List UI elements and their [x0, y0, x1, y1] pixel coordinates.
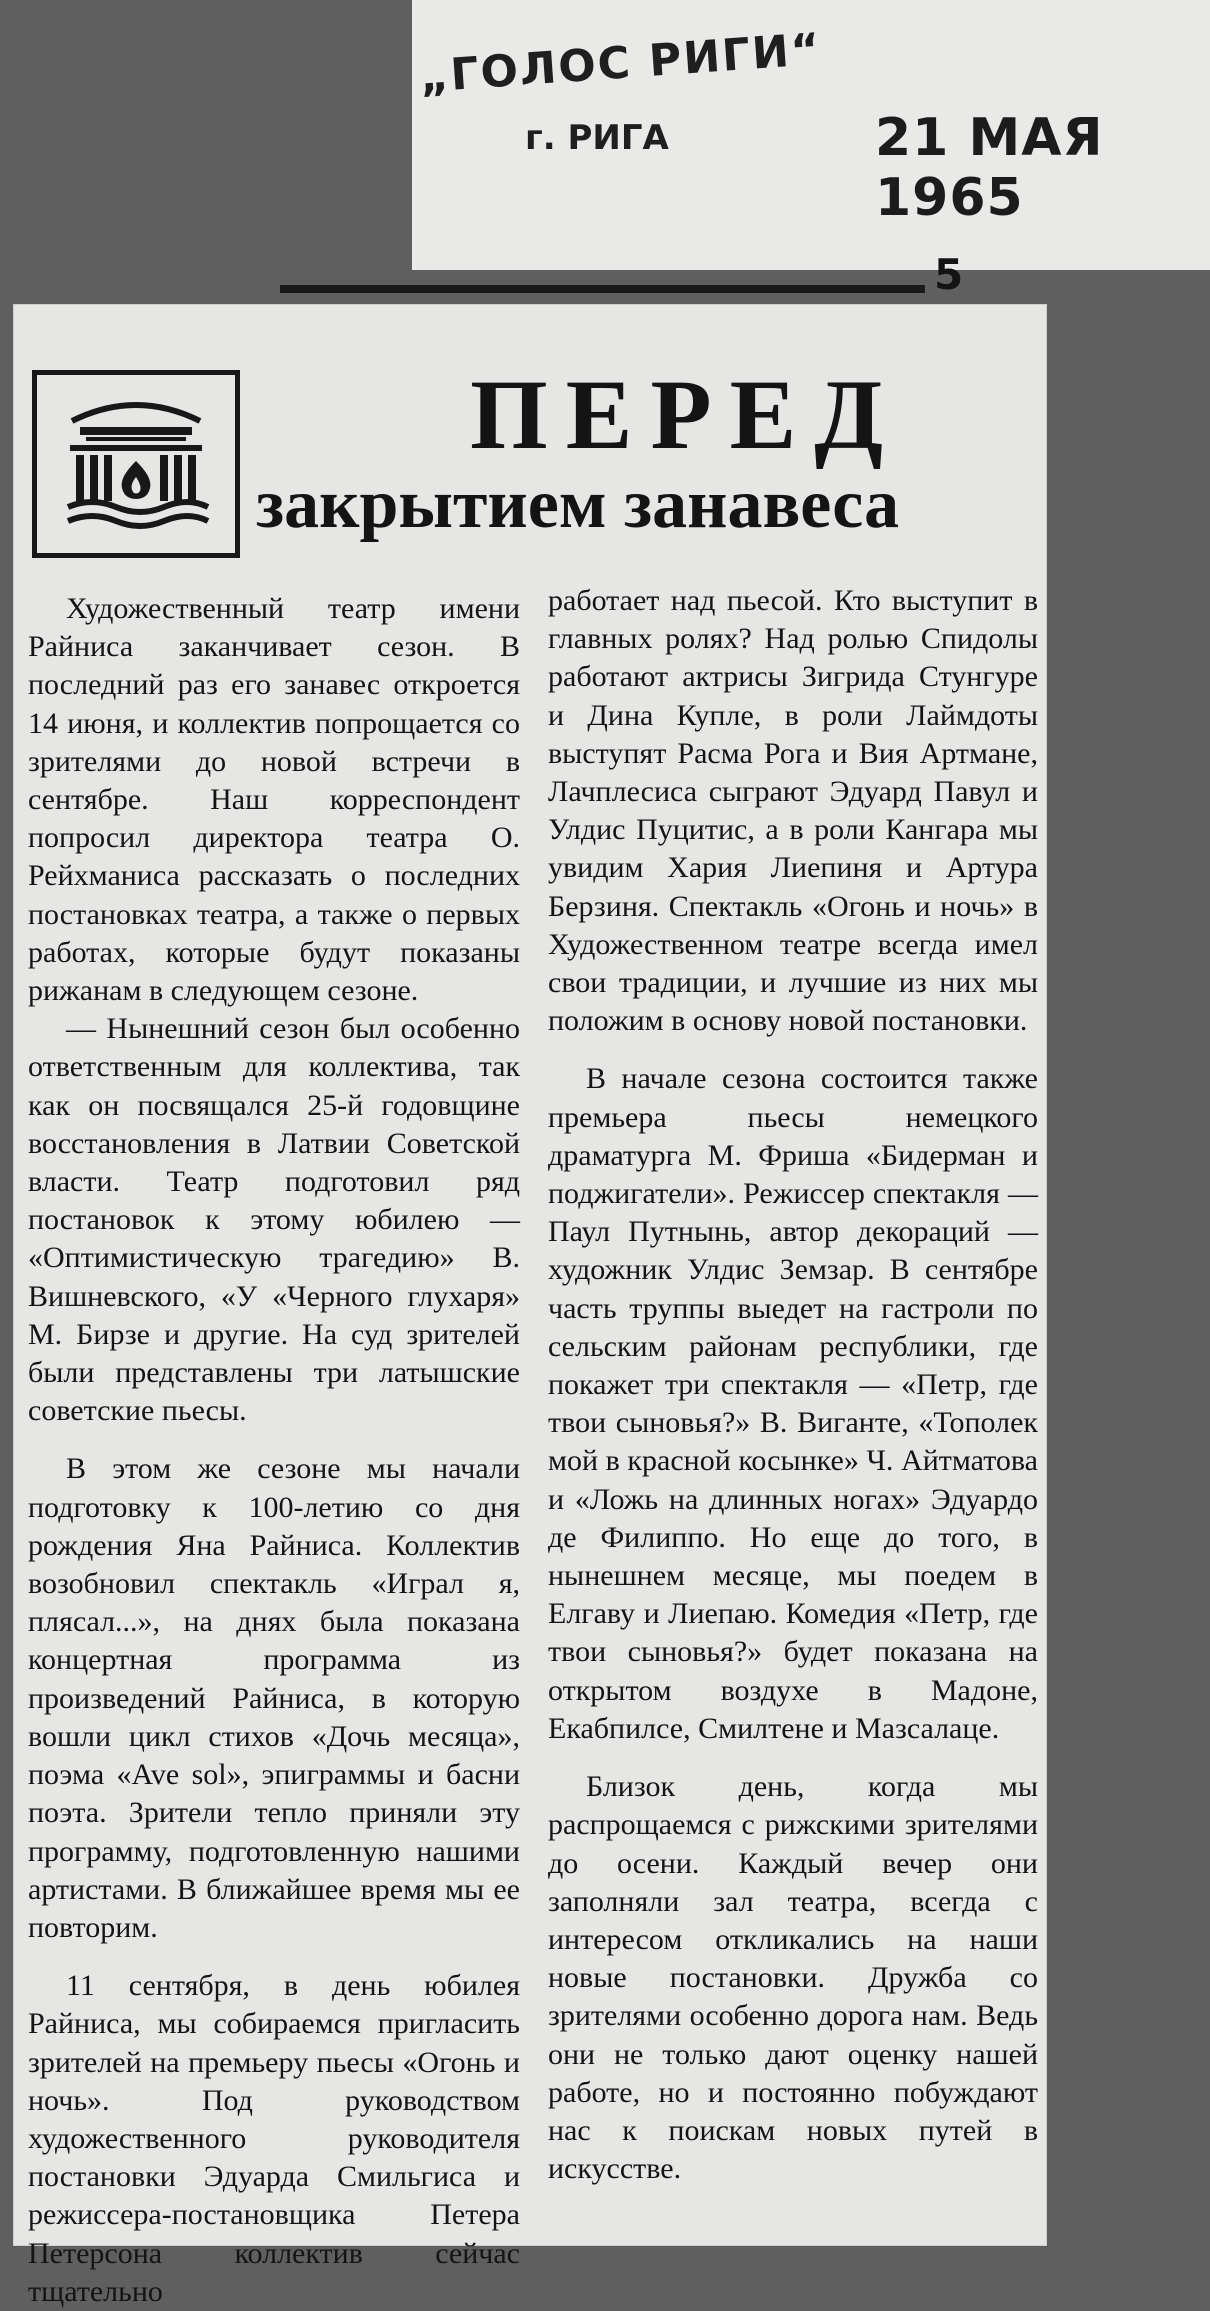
article-paragraph: В начале сезона состоится также премьера пьесы немецкого драматурга М. Фриша «Бидерман и поджигатели». Режиссер спектакля — Паул Путнынь, автор декораций — художник Улдис Земзар. В сентябре часть труппы выедет на гастроли по сельским районам республики, где покажет три спектакля — «Петр, где твои сыновья?» В. Виганте, «Тополек мой в красной косынке» Ч. Айтматова и «Ложь на длинных ногах» Эдуардо де Филиппо. Но еще до того, в нынешнем месяце, мы поедем в Елгаву и Лиепаю. Комедия «Петр, где твои сыновья?» будет показана на открытом воздухе в Мадоне, Екабпилсе, Смилтене и Мазсалаце. [548, 1062, 1038, 1745]
article-paragraph: — Нынешний сезон был особенно ответственным для коллектива, так как он посвящался 25-й годовщине восстановления в Латвии Советской власти. Театр подготовил ряд постановок к этому юбилею — «Оптимистическую трагедию» В. Вишневского, «У «Черного глухаря» М. Бирзе и другие. На суд зрителей были представлены три латышские советские пьесы. [28, 1012, 520, 1428]
article-title-line-2: закрытием занавеса [256, 466, 900, 543]
article-column-1 [28, 590, 520, 2311]
paragraph-gap [548, 1040, 1038, 1060]
article-title-line-1: ПЕРЕД [470, 359, 902, 470]
clipping-date: 21 МАЯ 1965 [875, 108, 1104, 228]
paragraph-gap [548, 1748, 1038, 1768]
article-paragraph: Художественный театр имени Райниса заканчивает сезон. В последний раз его занавес откроется 14 июня, и коллектив попрощается со зрителями до новой встречи в сентябре. Наш корреспондент попросил директора театра О. Рейхманиса рассказать о последних постановках театра, а также о первых работах, которые будут показаны рижанам в следующем сезоне. [28, 592, 520, 1008]
newspaper-name: „ГОЛОС РИГИ“ [418, 23, 824, 103]
newspaper-city: г. РИГА [525, 118, 669, 158]
article-column-2 [548, 582, 1038, 2188]
page-number: 5 [934, 250, 964, 299]
article-paragraph: работает над пьесой. Кто выступит в главных ролях? Над ролью Спидолы работают актрисы Зигрида Стунгуре и Дина Купле, в роли Лаймдоты выступят Расма Рога и Вия Артмане, Лачплесиса сыграют Эдуард Павул и Улдис Пуцитис, а в роли Кангара мы увидим Хария Лиепиня и Артура Берзиня. Спектакль «Огонь и ночь» в Художественном театре всегда имел свои традиции, и лучшие из них мы положим в основу новой постановки. [548, 584, 1038, 1038]
article-paragraph: В этом же сезоне мы начали подготовку к 100-летию со дня рождения Яна Райниса. Коллектив возобновил спектакль «Играл я, плясал...», на днях была показана концертная программа из произведений Райниса, в которую вошли цикл стихов «Дочь месяца», поэма «Ave sol», эпиграммы и басни поэта. Зрители тепло приняли эту программу, подготовленную нашими артистами. В ближайшее время мы ее повторим. [28, 1452, 520, 1944]
paragraph-gap [28, 1947, 520, 1967]
page-rule [280, 285, 925, 293]
theatre-logo-svg [52, 389, 220, 539]
paragraph-gap [28, 1430, 520, 1450]
article-paragraph: Близок день, когда мы распрощаемся с рижскими зрителями до осени. Каждый вечер они заполняли зал театра, всегда с интересом откликались на наши новые постановки. Дружба со зрителями особенно дорога нам. Ведь они не только дают оценку нашей работе, но и постоянно побуждают нас к поискам новых путей в искусстве. [548, 1770, 1038, 2186]
article-paragraph: 11 сентября, в день юбилея Райниса, мы собираемся пригласить зрителей на премьеру пьесы «Огонь и ночь». Под руководством художественного руководителя постановки Эдуарда Смильгиса и режиссера-постановщика Петера Петерсона коллектив сейчас тщательно [28, 1969, 520, 2308]
theatre-building-icon [32, 370, 240, 558]
